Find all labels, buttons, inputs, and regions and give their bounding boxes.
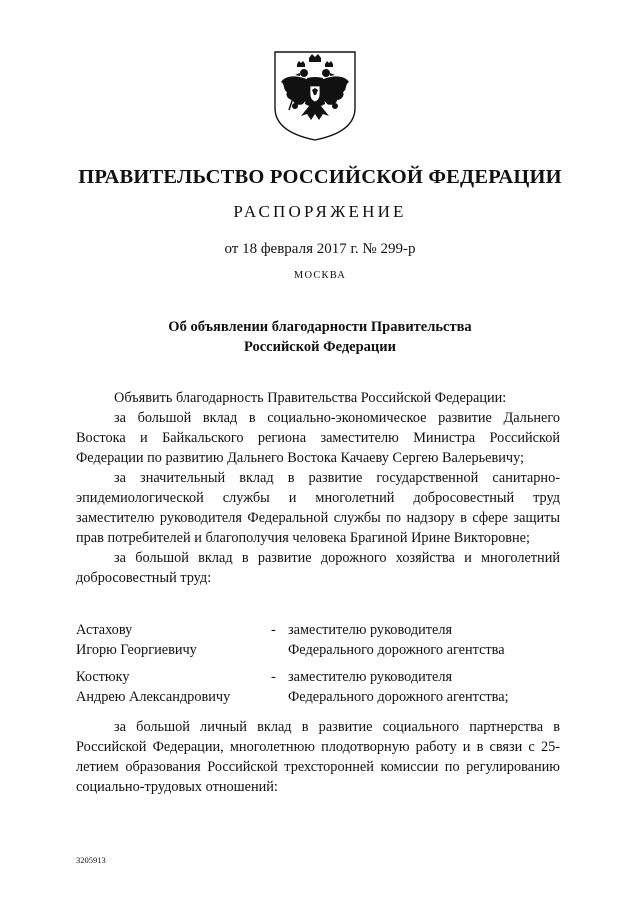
person-name: Костюку Андрею Александровичу	[76, 669, 231, 705]
document-date-number: от 18 февраля 2017 г. № 299-р	[224, 241, 416, 257]
person-entry-1	[76, 620, 560, 660]
person-entry-2	[76, 667, 560, 707]
person-position: заместителю руководителя Федерального дорожного агентства	[288, 622, 505, 658]
person-dash: -	[271, 669, 276, 685]
document-subject	[0, 317, 640, 357]
subject-line-1: Об объявлении благодарности Правительства	[168, 319, 472, 335]
person-name: Астахову Игорю Георгиевичу	[76, 622, 197, 658]
body-intro	[76, 388, 560, 588]
paragraph-social-partnership: за большой личный вклад в развитие социального партнерства в Российской Федерации, многолетнюю плодотворную работу и в связи с 25-летием образования Российской трехсторонней комиссии по регулированию социально-трудовых отношений:	[76, 719, 560, 795]
body-social	[76, 717, 560, 797]
subject-line-2: Российской Федерации	[243, 339, 396, 355]
person-dash: -	[271, 622, 276, 638]
government-title: ПРАВИТЕЛЬСТВО РОССИЙСКОЙ ФЕДЕРАЦИИ	[78, 166, 562, 188]
document-type: РАСПОРЯЖЕНИЕ	[233, 202, 407, 221]
paragraph-bragina: за значительный вклад в развитие государственной санитарно-эпидемиологической службы и многолетний добросовестный труд заместителю руководителя Федеральной службы по надзору в сфере защиты прав потребителей и благополучия человека Брагиной Ирине Викторовне;	[76, 470, 560, 546]
document-code: 3205913	[76, 855, 106, 865]
coat-of-arms-emblem	[271, 46, 359, 142]
person-position: заместителю руководителя Федерального дорожного агентства;	[288, 669, 509, 705]
document-city: МОСКВА	[293, 270, 347, 281]
paragraph-kachaev: за большой вклад в социально-экономическое развитие Дальнего Востока и Байкальского региона заместителю Министра Российской Федерации по развитию Дальнего Востока Качаеву Сергею Валерьевичу;	[76, 410, 560, 466]
paragraph-road: за большой вклад в развитие дорожного хозяйства и многолетний добросовестный труд:	[76, 550, 560, 586]
paragraph-intro: Объявить благодарность Правительства Российской Федерации:	[114, 390, 507, 406]
